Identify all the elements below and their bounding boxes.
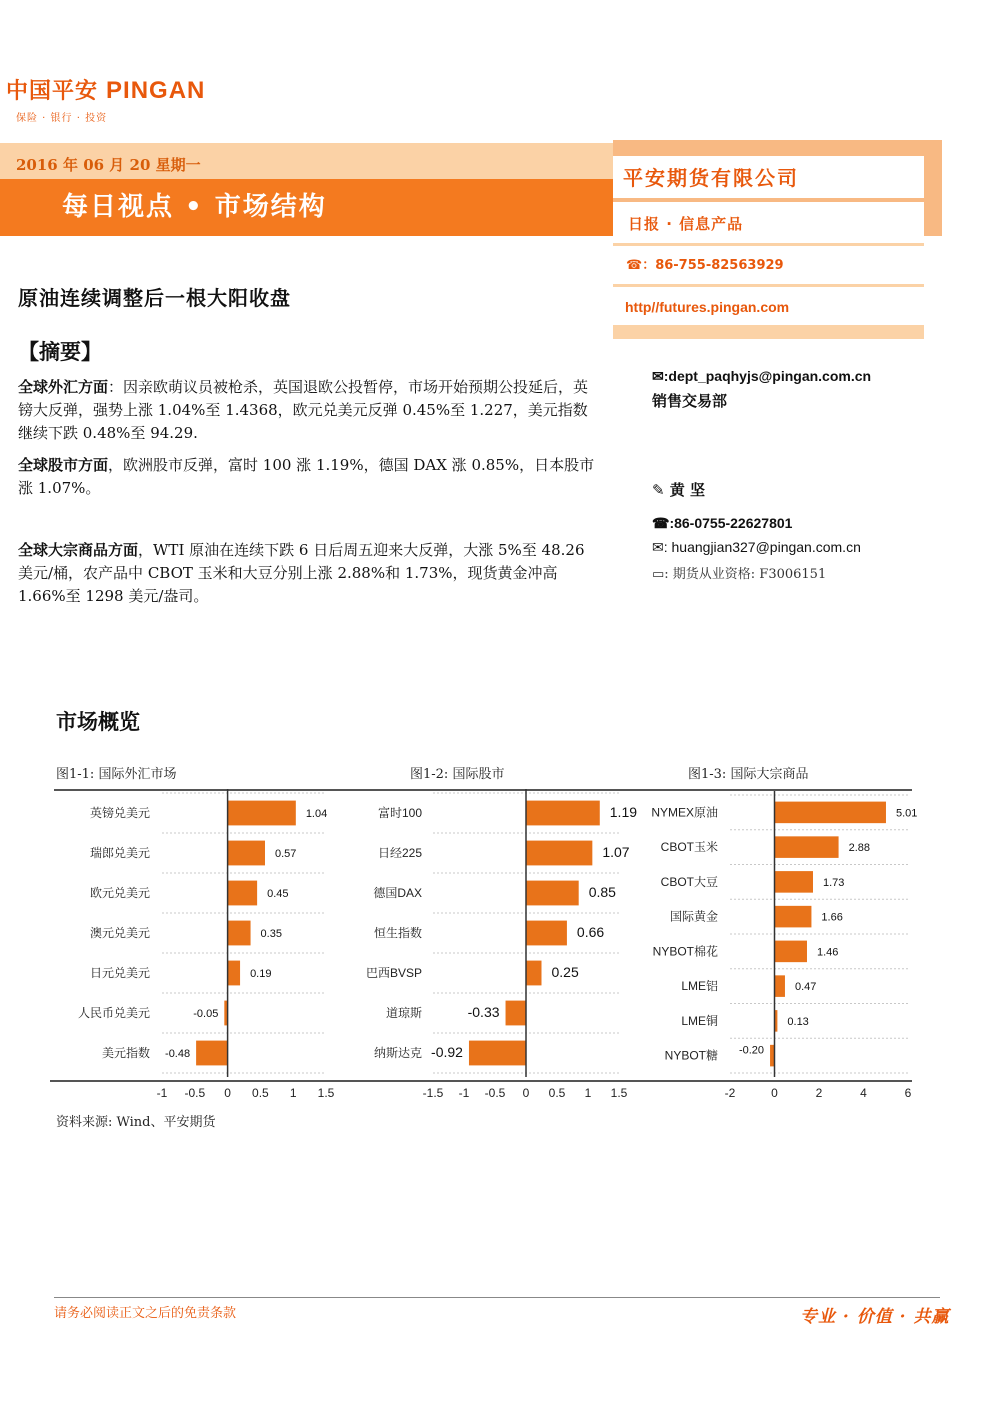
footer-rule — [54, 1297, 940, 1298]
author-phone: ☎:86-0755-22627801 — [652, 515, 793, 531]
data-label: 0.85 — [588, 884, 616, 900]
category-label: LME铝 — [681, 979, 718, 994]
tick-label: 0 — [224, 1086, 231, 1100]
paragraph-text: ，WTI 原油在连续下跌 6 日后周五迎来大反弹，大涨 5%至 48.26 美元/桶，农产品中 CBOT 玉米和大豆分别上涨 2.88%和 1.73%，现货黄金冲高 1.66%至 1298 美元/盎司。 — [18, 541, 585, 605]
category-label: 巴西BVSP — [365, 966, 422, 980]
company-phone: ☎：86-755-82563929 — [626, 258, 784, 273]
tick-label: 1 — [584, 1086, 592, 1100]
data-label: 1.46 — [816, 946, 839, 959]
author-certification: ▭: 期货从业资格: F3006151 — [652, 567, 827, 582]
bar — [775, 941, 807, 963]
paragraph-lead: 全球大宗商品方面 — [18, 541, 139, 559]
category-label: 国际黄金 — [669, 909, 718, 924]
category-label: 瑞郎兑美元 — [89, 846, 150, 860]
author: ✎ 黄 坚 — [652, 481, 706, 499]
data-label: 0.57 — [274, 848, 297, 860]
data-label: 0.13 — [787, 1015, 809, 1028]
data-label: 0.19 — [250, 968, 272, 980]
company-name: 平安期货有限公司 — [623, 166, 799, 190]
category-label: 欧元兑美元 — [89, 886, 150, 900]
data-label: 0.25 — [551, 964, 579, 980]
data-label: 1.19 — [609, 804, 638, 820]
data-source: 资料来源: Wind、平安期货 — [56, 1115, 216, 1130]
tick-label: -1 — [156, 1086, 168, 1100]
company-url[interactable]: http//futures.pingan.com — [625, 299, 790, 315]
data-label: 2.88 — [848, 842, 871, 855]
department: 销售交易部 — [652, 392, 728, 410]
category-label: 富时100 — [377, 806, 422, 820]
data-label: 1.73 — [822, 876, 845, 889]
paragraph-lead: 全球外汇方面 — [18, 378, 109, 396]
data-label: -0.48 — [165, 1048, 191, 1060]
data-label: 0.47 — [794, 981, 817, 994]
product-type: 日报 · 信息产品 — [628, 215, 744, 233]
dept-email[interactable]: ✉:dept_paqhyjs@pingan.com.cn — [652, 368, 872, 384]
category-label: NYBOT糖 — [664, 1048, 718, 1063]
report-date: 2016 年 06 月 20 星期一 — [16, 156, 201, 174]
category-label: NYBOT棉花 — [652, 944, 718, 959]
overview-heading: 市场概览 — [56, 710, 140, 734]
data-label: -0.20 — [738, 1044, 765, 1057]
tick-label: 0.5 — [252, 1086, 269, 1100]
data-label: 5.01 — [895, 807, 918, 820]
category-label: 日经225 — [377, 846, 422, 860]
data-label: -0.33 — [467, 1004, 500, 1020]
data-label: -0.92 — [431, 1044, 463, 1060]
tick-label: -1.5 — [422, 1086, 444, 1100]
author-email[interactable]: ✉: huangjian327@pingan.com.cn — [652, 539, 861, 555]
tick-label: 0.5 — [548, 1086, 566, 1100]
tick-label: 0 — [522, 1086, 530, 1100]
category-label: NYMEX原油 — [651, 805, 718, 820]
category-label: 德国DAX — [373, 886, 422, 900]
tick-label: -0.5 — [184, 1086, 206, 1100]
category-label: 人民币兑美元 — [77, 1006, 150, 1020]
tick-label: -1 — [458, 1086, 470, 1100]
brand-en: PINGAN — [106, 77, 206, 104]
category-label: 恒生指数 — [373, 926, 422, 940]
paragraph-text: ：因亲欧萌议员被枪杀，英国退欧公投暂停，市场开始预期公投延后，英镑大反弹，强势上涨 1.04%至 1.4368，欧元兑美元反弹 0.45%至 1.227，美元指数继续下跌 0.48%至 94.29. — [18, 378, 589, 442]
tick-label: -0.5 — [484, 1086, 506, 1100]
tick-label: 1.5 — [610, 1086, 628, 1100]
paragraph-lead: 全球股市方面 — [18, 456, 109, 474]
bar — [775, 802, 886, 824]
bar — [775, 871, 813, 893]
brand-cn: 中国平安 — [6, 79, 99, 104]
category-label: CBOT大豆 — [660, 874, 718, 889]
data-label: 0.45 — [267, 888, 289, 900]
data-label: 1.04 — [305, 808, 328, 820]
category-label: 纳斯达克 — [373, 1046, 422, 1060]
tick-label: 2 — [815, 1086, 823, 1100]
bar — [775, 836, 839, 858]
category-label: 道琼斯 — [385, 1006, 422, 1020]
summary-heading: 【摘要】 — [18, 340, 102, 364]
category-label: CBOT玉米 — [660, 840, 718, 855]
tick-label: 1 — [289, 1086, 297, 1100]
data-label: 1.07 — [602, 844, 630, 860]
chart-title-fx: 图1-1: 国际外汇市场 — [56, 767, 177, 782]
tick-label: 4 — [860, 1086, 867, 1100]
headline: 原油连续调整后一根大阳收盘 — [18, 286, 291, 310]
chart-title-commodity: 图1-3: 国际大宗商品 — [688, 767, 809, 782]
slogan: 专业 · 价值 · 共赢 — [800, 1307, 950, 1327]
category-label: 美元指数 — [101, 1046, 150, 1060]
data-label: 1.66 — [821, 911, 843, 924]
category-label: LME铜 — [681, 1013, 718, 1028]
category-label: 英镑兑美元 — [89, 806, 150, 820]
data-label: 0.66 — [576, 924, 605, 940]
bar — [775, 906, 812, 928]
category-label: 澳元兑美元 — [89, 926, 150, 940]
bar — [775, 975, 785, 997]
disclaimer-link[interactable]: 请务必阅读正文之后的免责条款 — [54, 1306, 237, 1321]
paragraph-text: ，欧洲股市反弹，富时 100 涨 1.19%，德国 DAX 涨 0.85%，日本股市涨 1.07%。 — [18, 456, 595, 497]
tick-label: -2 — [724, 1086, 736, 1100]
data-label: -0.05 — [193, 1008, 219, 1020]
tick-label: 6 — [904, 1086, 912, 1100]
report-title: 每日视点 • 市场结构 — [62, 192, 327, 222]
data-label: 0.35 — [260, 928, 282, 940]
brand-tagline: 保险 · 银行 · 投资 — [16, 113, 108, 124]
tick-label: 1.5 — [317, 1086, 335, 1100]
category-label: 日元兑美元 — [89, 966, 150, 980]
tick-label: 0 — [771, 1086, 778, 1100]
chart-title-equity: 图1-2: 国际股市 — [410, 767, 505, 782]
